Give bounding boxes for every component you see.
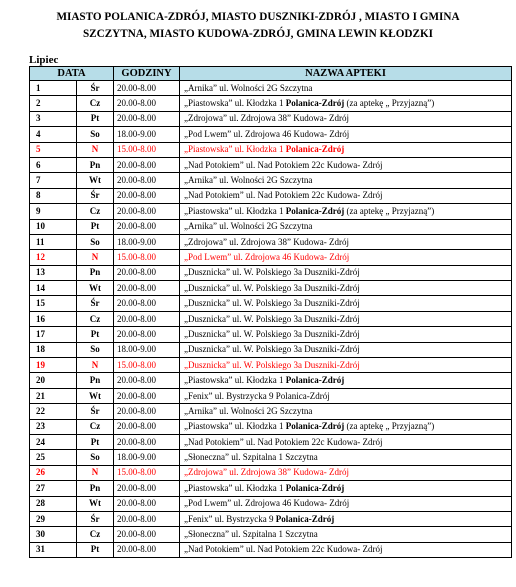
pharmacy-text: „Dusznicka” ul. W. Polskiego 3a Duszniki-Zdrój <box>184 328 360 339</box>
pharmacy-text: „Dusznicka” ul. W. Polskiego 3a Duszniki-Zdrój <box>184 313 360 324</box>
pharmacy-town-bold: Polanica-Zdrój <box>285 421 345 432</box>
day-number-cell: 14 <box>30 281 77 296</box>
weekday-cell: Wt <box>77 281 114 296</box>
day-number-cell: 17 <box>30 327 77 342</box>
pharmacy-town-bold: Polanica-Zdrój <box>285 205 345 216</box>
pharmacy-cell <box>180 81 512 96</box>
pharmacy-text: „Dusznicka” ul. W. Polskiego 3a Duszniki-Zdrój <box>184 298 360 309</box>
weekday-cell: So <box>77 450 114 465</box>
hours-cell: 20.00-8.00 <box>114 311 180 326</box>
pharmacy-cell <box>180 419 512 434</box>
pharmacy-cell <box>180 511 512 526</box>
weekday-cell: Pn <box>77 265 114 280</box>
table-row <box>30 542 512 557</box>
hours-cell: 18.00-9.00 <box>114 127 180 142</box>
column-header-pharmacy: NAZWA APTEKI <box>180 67 512 81</box>
table-row <box>30 404 512 419</box>
pharmacy-text: „Piastowska” ul. Kłodzka 1 <box>184 421 286 432</box>
pharmacy-cell <box>180 342 512 357</box>
day-number-cell: 27 <box>30 481 77 496</box>
pharmacy-cell <box>180 327 512 342</box>
hours-cell: 20.00-8.00 <box>114 281 180 296</box>
day-number-cell: 29 <box>30 511 77 526</box>
weekday-cell: Pt <box>77 327 114 342</box>
table-row <box>30 465 512 480</box>
table-row <box>30 111 512 126</box>
weekday-cell: Pn <box>77 157 114 172</box>
title-line-2: SZCZYTNA, MIASTO KUDOWA-ZDRÓJ, GMINA LEWIN KŁODZKI <box>82 28 434 40</box>
weekday-cell: Śr <box>77 81 114 96</box>
day-number-cell: 25 <box>30 450 77 465</box>
weekday-cell: Pt <box>77 542 114 557</box>
pharmacy-text: „Piastowska” ul. Kłodzka 1 <box>184 482 286 493</box>
hours-cell: 15.00-8.00 <box>114 358 180 373</box>
pharmacy-text: „Nad Potokiem” ul. Nad Potokiem 22c Kudowa- Zdrój <box>184 190 383 201</box>
pharmacy-schedule-table <box>29 66 512 558</box>
day-number-cell: 1 <box>30 81 77 96</box>
pharmacy-cell <box>180 281 512 296</box>
day-number-cell: 20 <box>30 373 77 388</box>
day-number-cell: 6 <box>30 157 77 172</box>
table-row <box>30 188 512 203</box>
hours-cell: 18.00-9.00 <box>114 342 180 357</box>
table-row <box>30 311 512 326</box>
pharmacy-text: „Pod Lwem” ul. Zdrojowa 46 Kudowa- Zdrój <box>184 251 350 262</box>
day-number-cell: 19 <box>30 358 77 373</box>
table-row <box>30 219 512 234</box>
pharmacy-cell <box>180 404 512 419</box>
day-number-cell: 23 <box>30 419 77 434</box>
hours-cell: 20.00-8.00 <box>114 496 180 511</box>
pharmacy-cell <box>180 527 512 542</box>
hours-cell: 20.00-8.00 <box>114 188 180 203</box>
weekday-cell: N <box>77 142 114 157</box>
hours-cell: 20.00-8.00 <box>114 527 180 542</box>
table-row <box>30 434 512 449</box>
pharmacy-cell <box>180 111 512 126</box>
pharmacy-text: „Słoneczna” ul. Szpitalna 1 Szczytna <box>184 452 318 463</box>
pharmacy-text: „Dusznicka” ul. W. Polskiego 3a Duszniki-Zdrój <box>184 359 360 370</box>
hours-cell: 20.00-8.00 <box>114 373 180 388</box>
table-row <box>30 419 512 434</box>
pharmacy-cell <box>180 496 512 511</box>
pharmacy-text: „Arnika” ul. Wolności 2G Szczytna <box>184 405 313 416</box>
pharmacy-town-bold: Polanica-Zdrój <box>285 98 345 109</box>
day-number-cell: 3 <box>30 111 77 126</box>
day-number-cell: 31 <box>30 542 77 557</box>
table-row <box>30 81 512 96</box>
hours-cell: 18.00-9.00 <box>114 450 180 465</box>
pharmacy-text: „Piastowska” ul. Kłodzka 1 <box>184 98 286 109</box>
table-row <box>30 358 512 373</box>
table-row <box>30 373 512 388</box>
table-row <box>30 234 512 249</box>
table-row <box>30 281 512 296</box>
day-number-cell: 12 <box>30 250 77 265</box>
hours-cell: 20.00-8.00 <box>114 204 180 219</box>
pharmacy-town-bold: Polanica-Zdrój <box>275 513 335 524</box>
pharmacy-cell <box>180 481 512 496</box>
hours-cell: 20.00-8.00 <box>114 434 180 449</box>
pharmacy-cell <box>180 373 512 388</box>
weekday-cell: Śr <box>77 511 114 526</box>
pharmacy-text: „Zdrojowa” ul. Zdrojowa 38” Kudowa- Zdrój <box>184 113 349 124</box>
pharmacy-cell <box>180 465 512 480</box>
pharmacy-text: „Nad Potokiem” ul. Nad Potokiem 22c Kudowa- Zdrój <box>184 436 383 447</box>
table-row <box>30 342 512 357</box>
table-row <box>30 527 512 542</box>
day-number-cell: 10 <box>30 219 77 234</box>
table-row <box>30 481 512 496</box>
hours-cell: 20.00-8.00 <box>114 296 180 311</box>
table-row <box>30 450 512 465</box>
hours-cell: 20.00-8.00 <box>114 419 180 434</box>
hours-cell: 20.00-8.00 <box>114 173 180 188</box>
day-number-cell: 22 <box>30 404 77 419</box>
pharmacy-note: (za aptekę „ Przyjazną”) <box>344 205 435 216</box>
table-row <box>30 250 512 265</box>
schedule-body <box>30 81 512 558</box>
weekday-cell: So <box>77 127 114 142</box>
weekday-cell: Wt <box>77 388 114 403</box>
day-number-cell: 13 <box>30 265 77 280</box>
pharmacy-text: „Nad Potokiem” ul. Nad Potokiem 22c Kudowa- Zdrój <box>184 159 383 170</box>
pharmacy-note: (za aptekę „ Przyjazną”) <box>344 421 435 432</box>
pharmacy-town-bold: Polanica-Zdrój <box>285 375 345 386</box>
pharmacy-text: „Fenix” ul. Bystrzycka 9 Polanica-Zdrój <box>184 390 330 401</box>
title-line-1: MIASTO POLANICA-ZDRÓJ, MIASTO DUSZNIKI-ZDRÓJ , MIASTO I GMINA <box>56 11 460 23</box>
column-header-date: DATA <box>30 67 114 81</box>
table-header-row <box>30 67 512 81</box>
pharmacy-text: „Fenix” ul. Bystrzycka 9 <box>184 513 276 524</box>
pharmacy-cell <box>180 250 512 265</box>
weekday-cell: Pn <box>77 373 114 388</box>
hours-cell: 20.00-8.00 <box>114 511 180 526</box>
day-number-cell: 21 <box>30 388 77 403</box>
pharmacy-cell <box>180 265 512 280</box>
weekday-cell: N <box>77 358 114 373</box>
day-number-cell: 30 <box>30 527 77 542</box>
table-row <box>30 96 512 111</box>
day-number-cell: 28 <box>30 496 77 511</box>
day-number-cell: 11 <box>30 234 77 249</box>
weekday-cell: Cz <box>77 527 114 542</box>
pharmacy-town-bold: Polanica-Zdrój <box>285 144 345 155</box>
hours-cell: 15.00-8.00 <box>114 465 180 480</box>
hours-cell: 18.00-9.00 <box>114 234 180 249</box>
weekday-cell: Pt <box>77 434 114 449</box>
day-number-cell: 9 <box>30 204 77 219</box>
pharmacy-text: „Dusznicka” ul. W. Polskiego 3a Duszniki-Zdrój <box>184 267 360 278</box>
pharmacy-cell <box>180 142 512 157</box>
day-number-cell: 24 <box>30 434 77 449</box>
pharmacy-cell <box>180 219 512 234</box>
hours-cell: 20.00-8.00 <box>114 81 180 96</box>
day-number-cell: 15 <box>30 296 77 311</box>
weekday-cell: Cz <box>77 204 114 219</box>
weekday-cell: Wt <box>77 173 114 188</box>
hours-cell: 20.00-8.00 <box>114 219 180 234</box>
hours-cell: 15.00-8.00 <box>114 142 180 157</box>
day-number-cell: 26 <box>30 465 77 480</box>
pharmacy-text: „Arnika” ul. Wolności 2G Szczytna <box>184 82 313 93</box>
pharmacy-text: „Dusznicka” ul. W. Polskiego 3a Duszniki-Zdrój <box>184 282 360 293</box>
document-title <box>0 9 516 43</box>
pharmacy-town-bold: Polanica-Zdrój <box>285 482 345 493</box>
table-row <box>30 127 512 142</box>
day-number-cell: 5 <box>30 142 77 157</box>
table-row <box>30 142 512 157</box>
hours-cell: 20.00-8.00 <box>114 111 180 126</box>
weekday-cell: Śr <box>77 296 114 311</box>
hours-cell: 20.00-8.00 <box>114 404 180 419</box>
pharmacy-cell <box>180 188 512 203</box>
pharmacy-text: „Arnika” ul. Wolności 2G Szczytna <box>184 175 313 186</box>
pharmacy-text: „Słoneczna” ul. Szpitalna 1 Szczytna <box>184 529 318 540</box>
pharmacy-cell <box>180 542 512 557</box>
weekday-cell: Śr <box>77 188 114 203</box>
weekday-cell: Cz <box>77 311 114 326</box>
hours-cell: 20.00-8.00 <box>114 157 180 172</box>
pharmacy-cell <box>180 311 512 326</box>
weekday-cell: So <box>77 342 114 357</box>
hours-cell: 20.00-8.00 <box>114 96 180 111</box>
pharmacy-text: „Zdrojowa” ul. Zdrojowa 38” Kudowa- Zdrój <box>184 236 349 247</box>
day-number-cell: 16 <box>30 311 77 326</box>
pharmacy-cell <box>180 173 512 188</box>
pharmacy-cell <box>180 204 512 219</box>
weekday-cell: So <box>77 234 114 249</box>
weekday-cell: Pn <box>77 481 114 496</box>
hours-cell: 20.00-8.00 <box>114 481 180 496</box>
table-row <box>30 265 512 280</box>
pharmacy-text: „Pod Lwem” ul. Zdrojowa 46 Kudowa- Zdrój <box>184 128 350 139</box>
weekday-cell: N <box>77 250 114 265</box>
pharmacy-cell <box>180 358 512 373</box>
pharmacy-text: „Dusznicka” ul. W. Polskiego 3a Duszniki-Zdrój <box>184 344 360 355</box>
pharmacy-cell <box>180 96 512 111</box>
pharmacy-cell <box>180 157 512 172</box>
hours-cell: 20.00-8.00 <box>114 388 180 403</box>
hours-cell: 20.00-8.00 <box>114 327 180 342</box>
table-row <box>30 388 512 403</box>
pharmacy-cell <box>180 388 512 403</box>
pharmacy-text: „Piastowska” ul. Kłodzka 1 <box>184 205 286 216</box>
weekday-cell: Wt <box>77 496 114 511</box>
weekday-cell: Cz <box>77 419 114 434</box>
weekday-cell: Pt <box>77 111 114 126</box>
hours-cell: 15.00-8.00 <box>114 250 180 265</box>
day-number-cell: 2 <box>30 96 77 111</box>
pharmacy-text: „Piastowska” ul. Kłodzka 1 <box>184 375 286 386</box>
pharmacy-text: „Pod Lwem” ul. Zdrojowa 46 Kudowa- Zdrój <box>184 498 350 509</box>
pharmacy-text: „Arnika” ul. Wolności 2G Szczytna <box>184 221 313 232</box>
pharmacy-cell <box>180 234 512 249</box>
day-number-cell: 4 <box>30 127 77 142</box>
month-label: Lipiec <box>29 54 59 66</box>
table-row <box>30 204 512 219</box>
pharmacy-cell <box>180 296 512 311</box>
table-row <box>30 511 512 526</box>
pharmacy-text: „Zdrojowa” ul. Zdrojowa 38” Kudowa- Zdrój <box>184 467 349 478</box>
hours-cell: 20.00-8.00 <box>114 542 180 557</box>
pharmacy-text: „Nad Potokiem” ul. Nad Potokiem 22c Kudowa- Zdrój <box>184 544 383 555</box>
weekday-cell: Pt <box>77 219 114 234</box>
pharmacy-cell <box>180 127 512 142</box>
hours-cell: 20.00-8.00 <box>114 265 180 280</box>
weekday-cell: N <box>77 465 114 480</box>
table-row <box>30 157 512 172</box>
table-row <box>30 173 512 188</box>
pharmacy-cell <box>180 434 512 449</box>
day-number-cell: 7 <box>30 173 77 188</box>
table-row <box>30 496 512 511</box>
day-number-cell: 8 <box>30 188 77 203</box>
pharmacy-note: (za aptekę „ Przyjazną”) <box>344 98 435 109</box>
table-row <box>30 296 512 311</box>
table-row <box>30 327 512 342</box>
pharmacy-text: „Piastowska” ul. Kłodzka 1 <box>184 144 286 155</box>
day-number-cell: 18 <box>30 342 77 357</box>
weekday-cell: Cz <box>77 96 114 111</box>
column-header-hours: GODZINY <box>114 67 180 81</box>
pharmacy-cell <box>180 450 512 465</box>
weekday-cell: Śr <box>77 404 114 419</box>
